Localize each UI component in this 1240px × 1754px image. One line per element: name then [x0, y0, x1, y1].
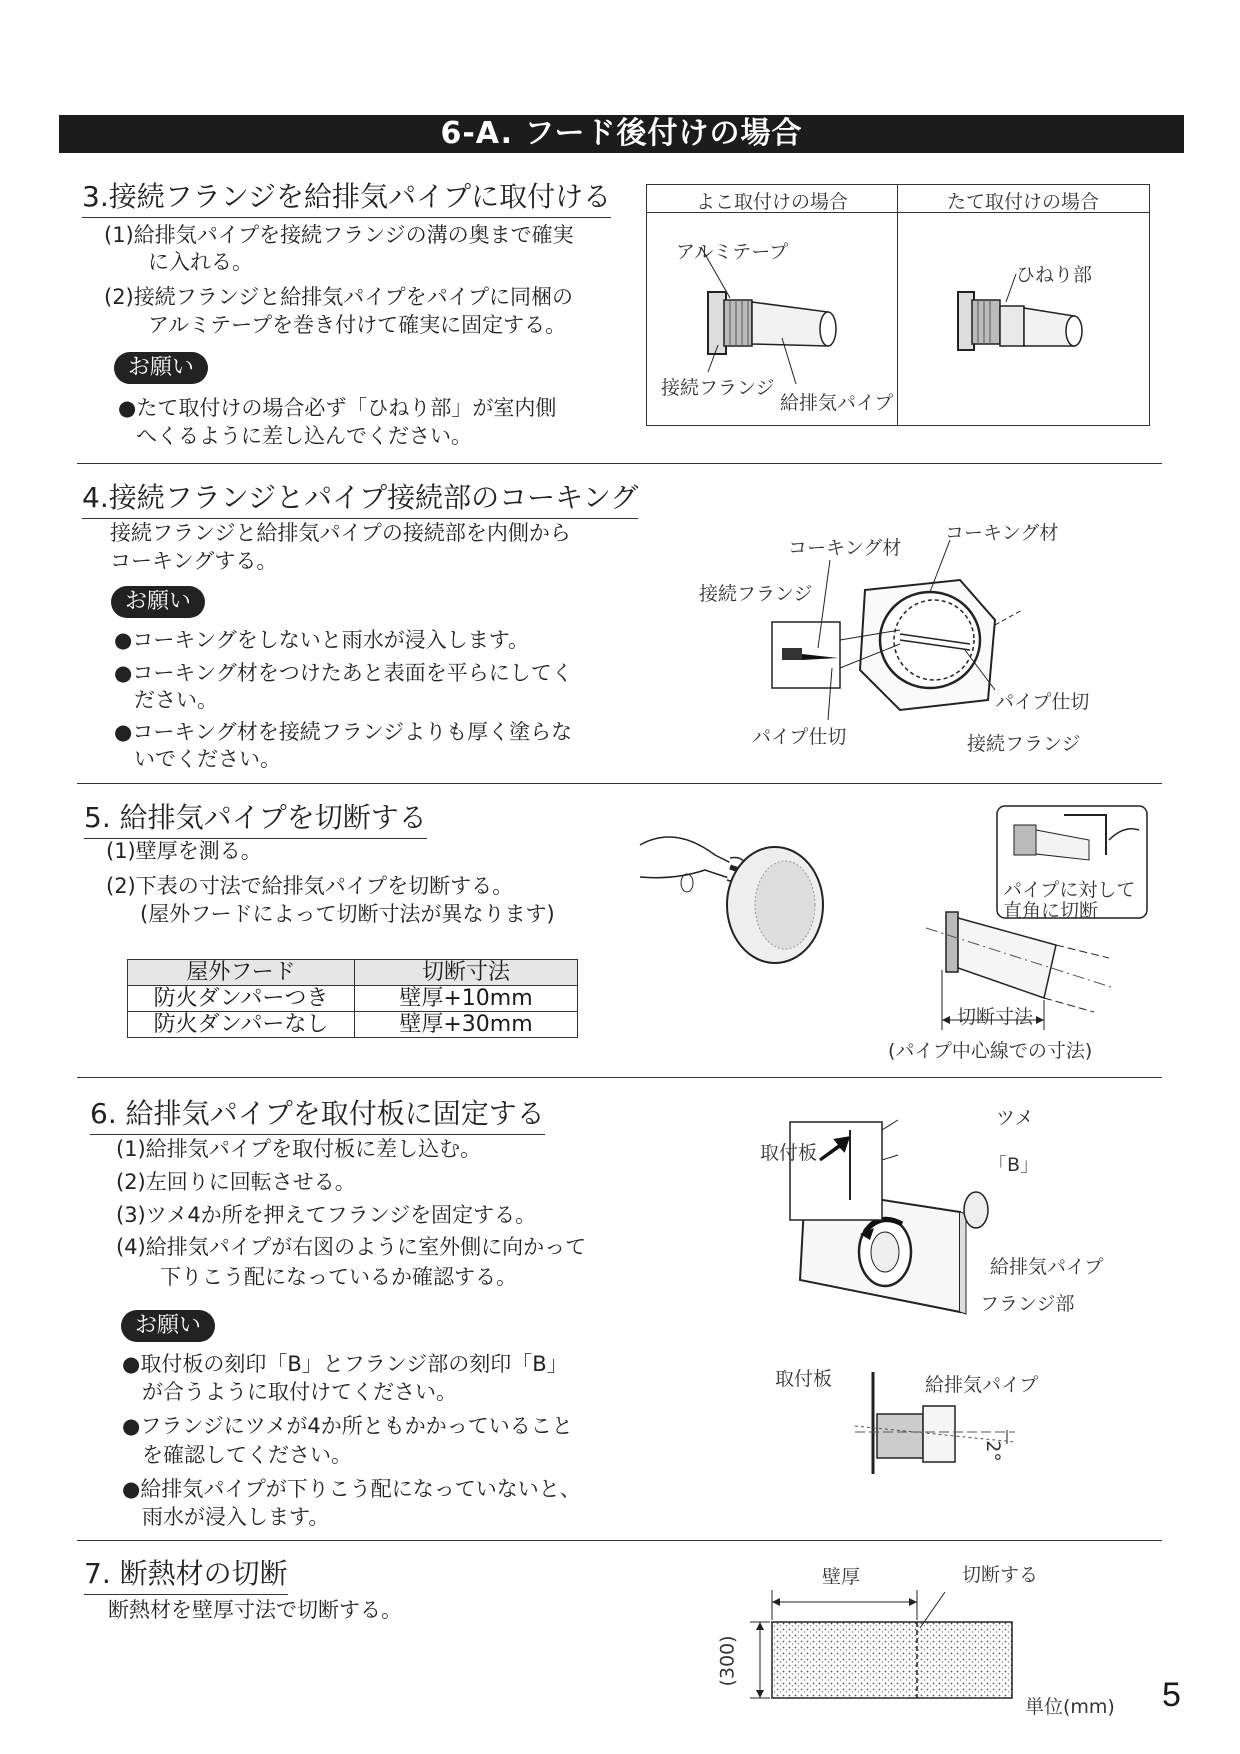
table-cell-hood: 防火ダンパーつき — [128, 986, 355, 1012]
divider-4 — [77, 1540, 1162, 1541]
label-cut-dimension: 切断寸法 — [957, 1006, 1034, 1028]
cutting-dimension-table — [127, 959, 578, 1038]
header-horizontal-mount: よこ取付けの場合 — [695, 191, 848, 213]
label-pipe-divider-right: パイプ仕切 — [995, 691, 1090, 713]
sec6-step-1: (1)給排気パイプを取付板に差し込む。 — [116, 1137, 482, 1161]
sec4-body-1: 接続フランジと給排気パイプの接続部を内側から — [110, 521, 571, 545]
sec6-step-3: (3)ツメ4か所を押えてフランジを固定する。 — [116, 1203, 537, 1227]
sec6-note-3b: 雨水が浸入します。 — [142, 1505, 330, 1529]
sec4-note-2b: ださい。 — [134, 688, 218, 712]
sec3-onegai-badge: お願い — [114, 352, 208, 384]
label-height-300: (300) — [716, 1635, 739, 1687]
divider-2 — [77, 783, 1162, 784]
label-slope-angle: 2° — [981, 1440, 1004, 1462]
label-mounting-plate-2: 取付板 — [775, 1368, 833, 1390]
header-vertical-mount: たて取付けの場合 — [946, 191, 1099, 213]
section-5-title: 5. 給排気パイプを切断する — [84, 796, 427, 839]
label-caulking-material-2: コーキング材 — [945, 522, 1059, 544]
table-cell-cut-size: 壁厚+10mm — [355, 986, 578, 1012]
sec6-step-4b: 下りこう配になっているか確認する。 — [160, 1265, 517, 1289]
label-flange-left: 接続フランジ — [699, 583, 813, 605]
table-cell-cut-size: 壁厚+30mm — [355, 1012, 578, 1038]
sec6-onegai-badge: お願い — [121, 1310, 215, 1342]
sec7-body: 断熱材を壁厚寸法で切断する。 — [108, 1598, 402, 1622]
page-banner: 6-A. フード後付けの場合 — [59, 115, 1184, 153]
page-number: 5 — [1162, 1676, 1181, 1714]
sec6-note-1a: ●取付板の刻印「B」とフランジ部の刻印「B」 — [122, 1352, 568, 1376]
sec6-note-3a: ●給排気パイプが下りこう配になっていないと、 — [122, 1477, 581, 1501]
label-caulking-material-1: コーキング材 — [788, 537, 902, 559]
label-aluminium-tape: アルミテープ — [676, 241, 789, 263]
label-flange-bottom: 接続フランジ — [967, 733, 1081, 755]
sec4-note-1: ●コーキングをしないと雨水が浸入します。 — [114, 628, 530, 652]
sec3-note-1b: へくるように差し込んでください。 — [136, 424, 472, 448]
table-header-cut-size: 切断寸法 — [355, 960, 578, 986]
sec4-note-2a: ●コーキング材をつけたあと表面を平らにしてく — [114, 661, 573, 685]
section-4-title: 4.接続フランジとパイプ接続部のコーキング — [82, 476, 638, 519]
sec6-note-1b: が合うように取付けてください。 — [142, 1380, 457, 1404]
sec4-note-3a: ●コーキング材を接続フランジよりも厚く塗らな — [114, 720, 573, 744]
label-pipe-6: 給排気パイプ — [990, 1256, 1104, 1278]
label-cut-here: 切断する — [962, 1564, 1039, 1586]
label-right-angle-1: パイプに対して — [1003, 879, 1136, 901]
label-claw: ツメ — [996, 1107, 1034, 1129]
sec3-note-1a: ●たて取付けの場合必ず「ひねり部」が室内側 — [118, 396, 557, 420]
label-right-angle-2: 直角に切断 — [1003, 900, 1099, 922]
table-row — [128, 1012, 578, 1038]
sec4-onegai-badge: お願い — [111, 586, 205, 618]
divider-1 — [77, 463, 1162, 464]
label-mounting-plate: 取付板 — [760, 1142, 818, 1164]
sec3-step-1a: (1)給排気パイプを接続フランジの溝の奥まで確実 — [104, 223, 574, 247]
label-flange-part: フランジ部 — [980, 1293, 1075, 1315]
table-row — [128, 986, 578, 1012]
sec6-step-4a: (4)給排気パイプが右図のように室外側に向かって — [116, 1235, 587, 1259]
label-centerline-note: (パイプ中心線での寸法) — [888, 1040, 1093, 1062]
label-twist-part: ひねり部 — [1016, 264, 1093, 286]
sec6-note-2a: ●フランジにツメが4か所ともかかっていること — [122, 1414, 573, 1438]
label-pipe-6b: 給排気パイプ — [925, 1374, 1039, 1396]
sec6-note-2b: を確認してください。 — [142, 1443, 352, 1467]
sec5-step-1: (1)壁厚を測る。 — [106, 839, 262, 863]
label-connection-flange: 接続フランジ — [661, 377, 775, 399]
table-cell-hood: 防火ダンパーなし — [128, 1012, 355, 1038]
mounting-plate-illustration — [780, 1100, 1000, 1320]
sec3-step-2b: アルミテープを巻き付けて確実に固定する。 — [148, 313, 567, 337]
label-mark-b: 「B」 — [988, 1154, 1040, 1176]
section-3-title: 3.接続フランジを給排気パイプに取付ける — [82, 175, 611, 218]
sec6-step-2: (2)左回りに回転させる。 — [116, 1170, 356, 1194]
unit-label: 単位(mm) — [1025, 1696, 1115, 1718]
label-pipe-divider-left: パイプ仕切 — [752, 726, 847, 748]
label-air-pipe: 給排気パイプ — [780, 392, 894, 414]
sec4-note-3b: いでください。 — [134, 747, 281, 771]
sec5-step-2: (2)下表の寸法で給排気パイプを切断する。 — [106, 874, 514, 898]
section-6-title: 6. 給排気パイプを取付板に固定する — [90, 1092, 545, 1135]
divider-3 — [77, 1077, 1162, 1078]
wall-measure-illustration — [635, 825, 835, 965]
sec3-step-1b: に入れる。 — [148, 250, 253, 274]
insulation-cut-illustration — [740, 1580, 1030, 1700]
sec5-step-2-note: (屋外フードによって切断寸法が異なります) — [140, 902, 555, 926]
sec4-body-2: コーキングする。 — [110, 549, 278, 573]
section-7-title: 7. 断熱材の切断 — [84, 1552, 288, 1595]
table-header-hood: 屋外フード — [128, 960, 355, 986]
sec3-step-2a: (2)接続フランジと給排気パイプをパイプに同梱の — [104, 285, 573, 309]
label-wall-thickness: 壁厚 — [822, 1566, 861, 1588]
